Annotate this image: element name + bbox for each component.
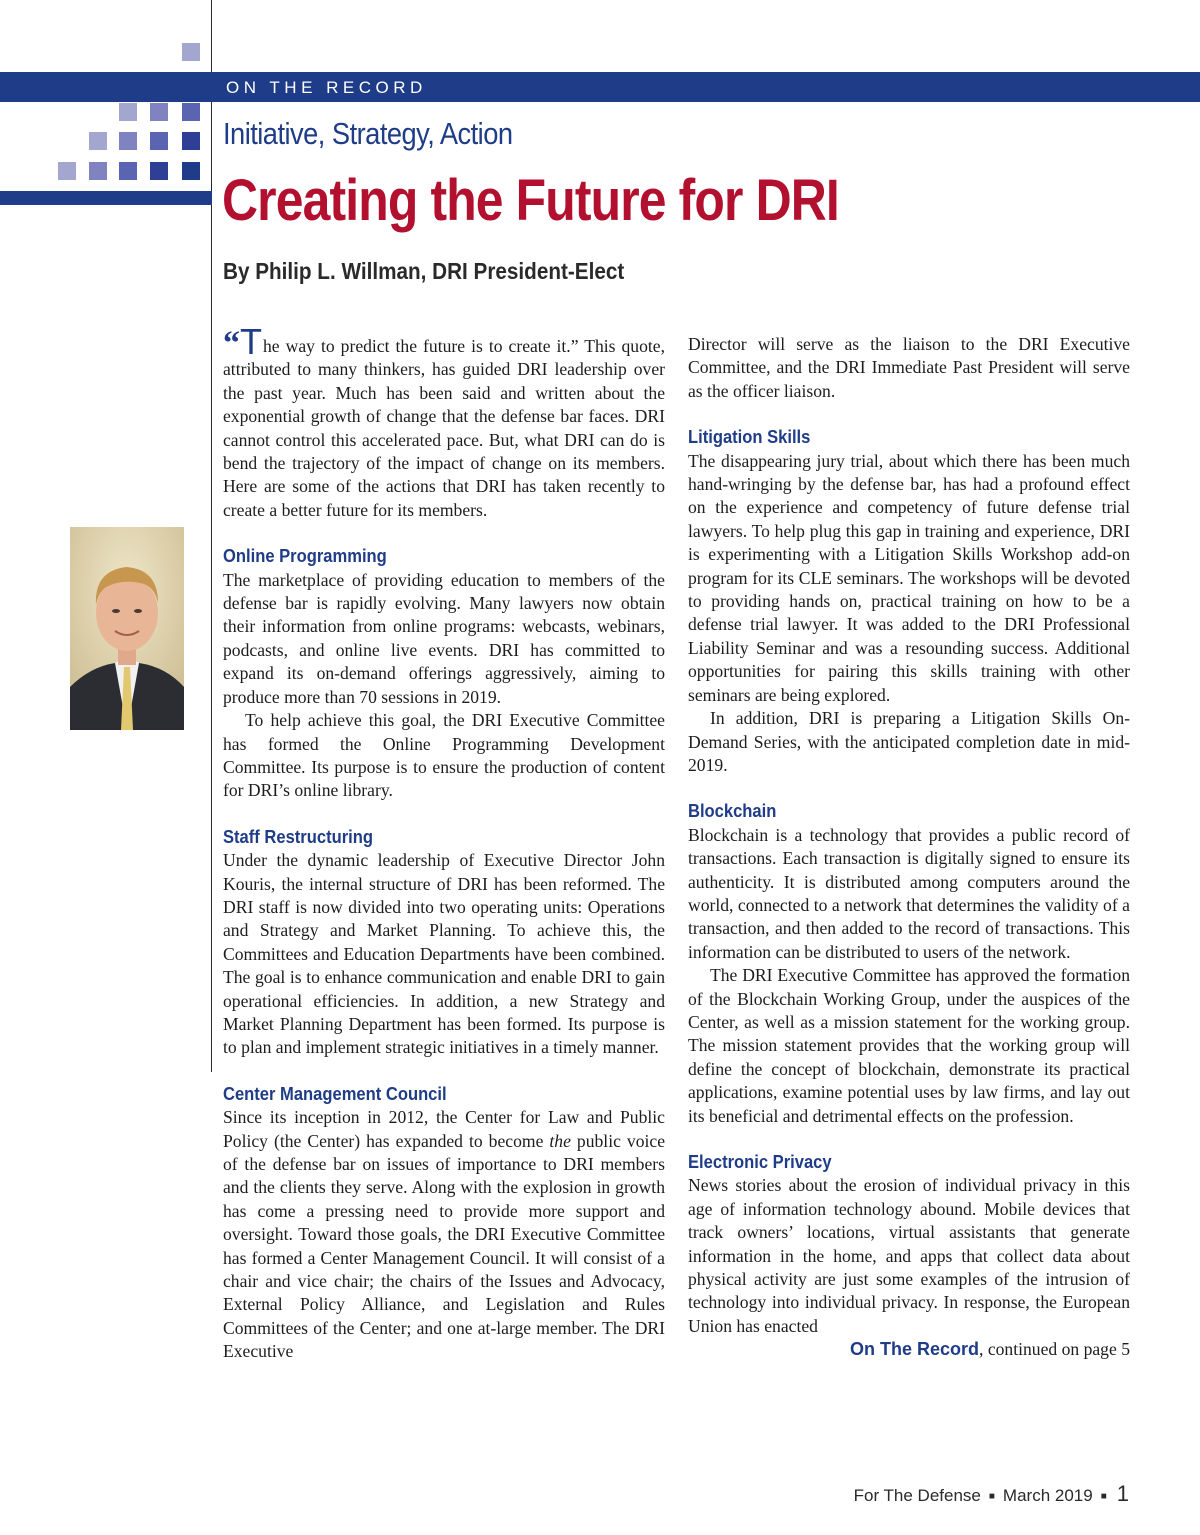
blockchain-heading: Blockchain (688, 801, 777, 822)
continued-line (688, 1338, 1130, 1361)
staff-restructuring-heading: Staff Restructuring (223, 826, 373, 847)
blockchain-paragraph-1: Blockchain is a technology that provides a public record of transactions. Each transaction is digitally signed to ensure its authenticity. It is distributed among computers around the world, connected to a network that determines the validity of a transaction, and then added to the record of transactions. This information can be distributed to users of the network. (688, 824, 1130, 962)
footer-date: March 2019 (1002, 1486, 1093, 1505)
footer-separator-icon: ■ (988, 1491, 995, 1502)
continued-link[interactable]: On The Record (850, 1339, 980, 1360)
staff-paragraph-1: Under the dynamic leadership of Executive Director John Kouris, the internal structure of DRI has been reformed. The DRI staff is now divided into two operating units: Operations and Strategy and Market Planning. To achieve this, the Committees and Education Departments have been combined. The goal is to enhance communication and enable DRI to gain operational efficiencies. In addition, a new Strategy and Market Planning Department has been formed. Its purpose is to plan and implement strategic initiatives in a timely manner. (223, 850, 665, 1058)
privacy-paragraph-1: News stories about the erosion of individual privacy in this age of information technology abound. Mobile devices that track owners’ locations, virtual assistants that generate information in the home, and apps that collect data about physical activity are just some examples of the intrusion of technology into individual privacy. In response, the European Union has enacted (688, 1175, 1130, 1336)
continued-text: , continued on page 5 (979, 1339, 1130, 1360)
center-paragraph-1 (223, 1106, 665, 1363)
electronic-privacy-heading: Electronic Privacy (688, 1152, 832, 1172)
section-label: ON THE RECORD (226, 78, 427, 97)
section-banner (0, 72, 1200, 102)
center-text-emphasis: the (549, 1130, 571, 1151)
drop-cap-letter: T (240, 321, 262, 362)
page-footer (854, 1481, 1129, 1507)
online-programming-heading: Online Programming (223, 546, 387, 567)
intro-paragraph (223, 321, 665, 522)
blockchain-paragraph-2: The DRI Executive Committee has approved the formation of the Blockchain Working Group, under the auspices of the Center, as well as a mission statement for the working group. The mission statement provides that the working group will define the concept of blockchain, demonstrate its practical applications, examine potential uses by law firms, and lay out its beneficial and detrimental effects on the profession. (688, 965, 1130, 1126)
online-paragraph-1: The marketplace of providing education to members of the defense bar is rapidly evolving. Many lawyers now obtain their information from online programs: webcasts, webinars, podcasts, and online live events. DRI has committed to expand its on-demand offerings aggressively, aiming to produce more than 70 sessions in 2019. (223, 569, 665, 707)
intro-text: he way to predict the future is to create it.” This quote, attributed to many thinkers, has guided DRI leadership over the past year. Much has been said and written about the exponential growth of change that the defense bar faces. DRI cannot control this accelerated pace. But, what DRI can do is bend the trajectory of the impact of change on its members. Here are some of the actions that DRI has taken recently to create a better future for its members. (223, 336, 665, 520)
column-rule (211, 0, 212, 1072)
article-right-column (688, 333, 1130, 1362)
accent-strip (0, 191, 212, 205)
center-paragraph-continued: Director will serve as the liaison to the DRI Executive Committee, and the DRI Immediate Past President will serve as the officer liaison. (688, 334, 1130, 401)
litigation-paragraph-1: The disappearing jury trial, about which there has been much hand-wringing by the defense bar, has had a profound effect on the experience and competency of future defense trial lawyers. To help plug this gap in training and experience, DRI is experimenting with a Litigation Skills Workshop add-on program for its CLE seminars. The workshops will be devoted to providing hands on, practical training on how to be a defense trial lawyer. It was added to the DRI Professional Liability Seminar and was a resounding success. Additional opportunities for pairing this skills training with other seminars are being explored. (688, 450, 1130, 705)
online-paragraph-2: To help achieve this goal, the DRI Executive Committee has formed the Online Programming Development Committee. Its purpose is to ensure the production of content for DRI’s online library. (223, 710, 665, 801)
footer-publication: For The Defense (853, 1486, 981, 1505)
article-subtitle: Initiative, Strategy, Action (223, 116, 513, 151)
article-left-column (223, 321, 666, 1364)
drop-quote-mark: “ (223, 325, 240, 362)
litigation-skills-heading: Litigation Skills (688, 427, 811, 448)
author-portrait-photo (70, 527, 184, 730)
center-text-a: Since its inception in 2012, the Center for Law and Public Policy (the Center) has expanded to become (223, 1107, 665, 1151)
author-portrait-icon (70, 527, 184, 730)
center-text-b: public voice of the defense bar on issues of importance to DRI members and the clients they serve. Along with the explosion in growth has come a pressing need to provide more support and oversight. Toward those goals, the DRI Executive Committee has formed a Center Management Council. It will consist of a chair and vice chair; the chairs of the Issues and Advocacy, External Policy Alliance, and Legislation and Rules Committees of the Center; and one at-large member. The DRI Executive (223, 1130, 666, 1362)
footer-separator-icon: ■ (1100, 1491, 1107, 1502)
article-byline: By Philip L. Willman, DRI President-Elect (223, 258, 625, 284)
litigation-paragraph-2: In addition, DRI is preparing a Litigation Skills On-Demand Series, with the anticipated completion date in mid-2019. (688, 708, 1130, 775)
center-management-heading: Center Management Council (223, 1083, 447, 1104)
article-title: Creating the Future for DRI (222, 168, 839, 233)
footer-page-number: 1 (1116, 1481, 1129, 1506)
